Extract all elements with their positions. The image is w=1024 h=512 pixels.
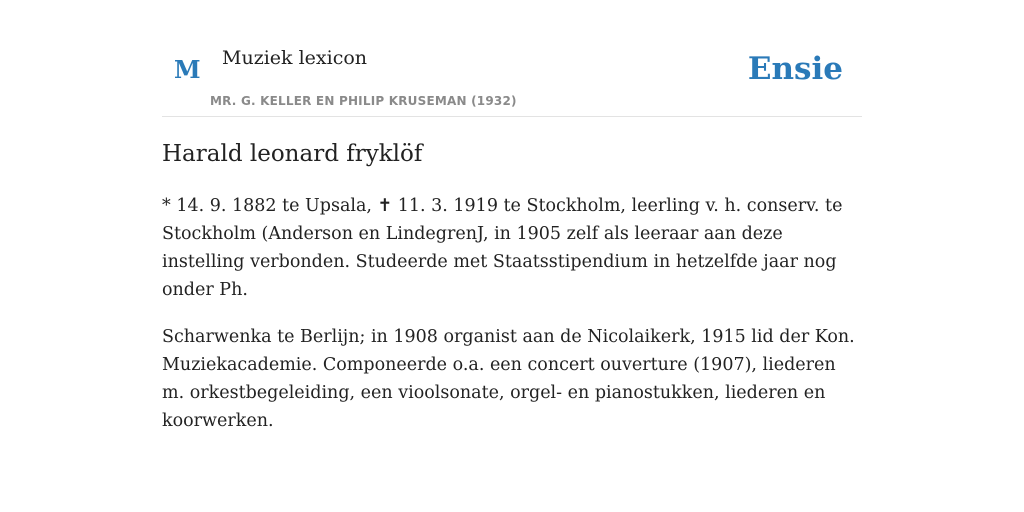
article: [162, 138, 862, 435]
lexicon-logo-letter[interactable]: M: [174, 55, 201, 84]
ensie-brand-logo[interactable]: Ensie: [747, 51, 843, 87]
entry-paragraph: Scharwenka te Berlijn; in 1908 organist aan de Nicolaikerk, 1915 lid der Kon. Muziekacademie. Componeerde o.a. een concert ouverture (1907), liederen m. orkestbegeleiding, een vioolsonate, orgel- en pianostukken, liederen en koorwerken.: [162, 327, 855, 431]
lexicon-header: [162, 0, 862, 117]
entry-paragraph: * 14. 9. 1882 te Upsala, ✝ 11. 3. 1919 te Stockholm, leerling v. h. conserv. te Stockholm (Anderson en LindegrenJ, in 1905 zelf als leeraar aan deze instelling verbonden. Studeerde met Staatsstipendium in hetzelfde jaar nog onder Ph.: [162, 196, 843, 300]
lexicon-title[interactable]: Muziek lexicon: [222, 47, 368, 69]
lexicon-authors: MR. G. KELLER EN PHILIP KRUSEMAN (1932): [210, 94, 517, 108]
entry-title: Harald leonard fryklöf: [162, 141, 423, 167]
